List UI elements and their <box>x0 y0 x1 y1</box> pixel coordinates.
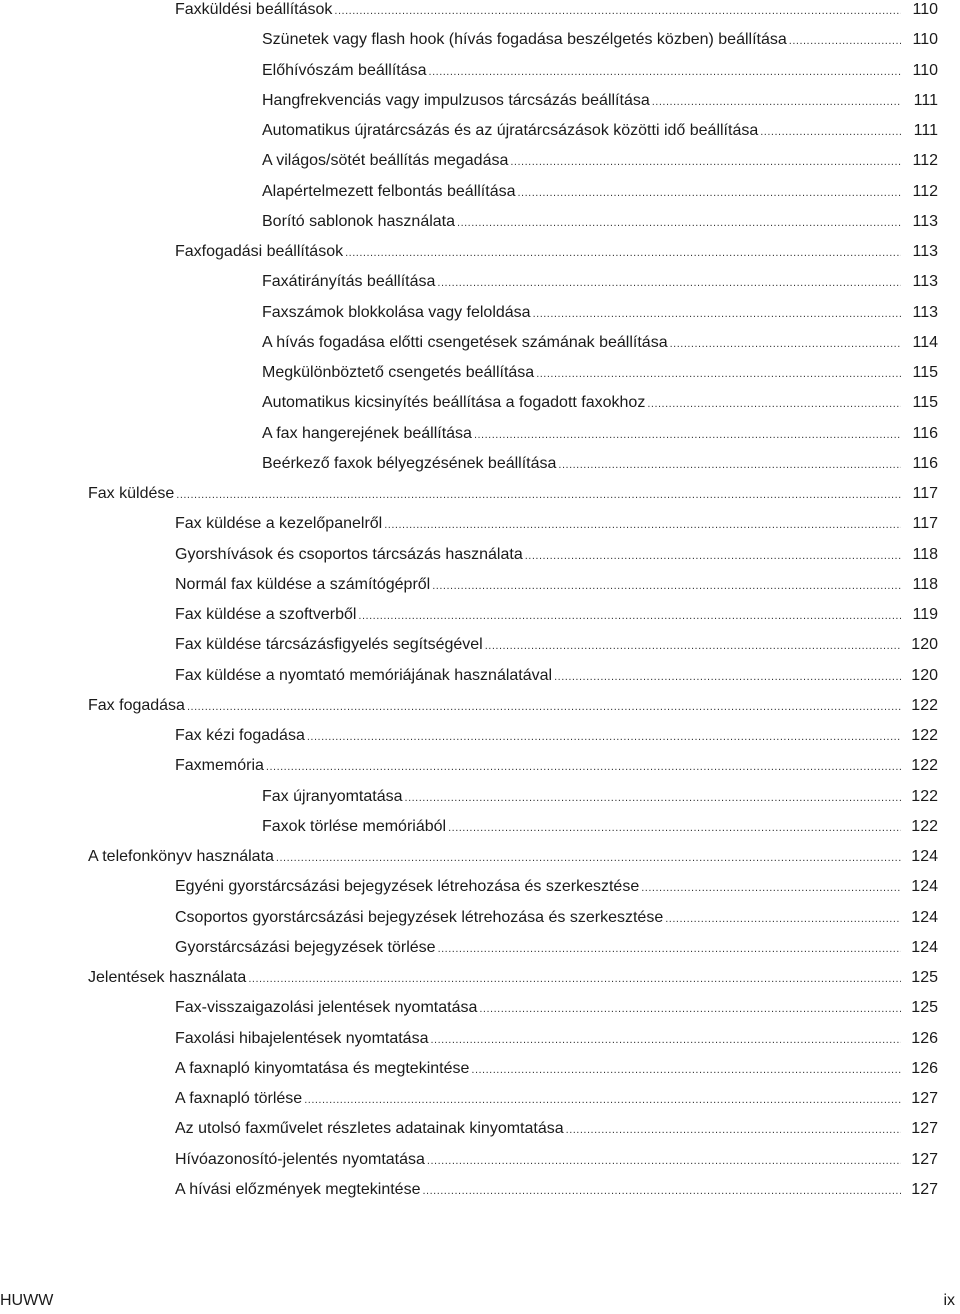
toc-dot-leader <box>789 26 901 56</box>
toc-entry-page-number: 113 <box>912 273 938 291</box>
toc-entry[interactable] <box>0 298 960 328</box>
toc-entry-title: Fax kézi fogadása <box>175 727 305 744</box>
toc-entry[interactable] <box>0 812 960 842</box>
toc-entry[interactable] <box>0 751 960 781</box>
toc-entry-title: Faxolási hibajelentések nyomtatása <box>175 1029 429 1047</box>
toc-entry-title: Szünetek vagy flash hook (hívás fogadása beszélgetés közben) beállítása <box>262 31 787 49</box>
toc-entry-page-number: 120 <box>911 636 938 654</box>
toc-dot-leader <box>554 662 901 692</box>
toc-dot-leader <box>432 571 901 601</box>
toc-entry-page-number: 116 <box>912 454 938 472</box>
toc-entry[interactable] <box>0 1114 960 1144</box>
toc-dot-leader <box>474 420 901 450</box>
toc-dot-leader <box>665 904 901 934</box>
page-footer <box>0 1290 960 1314</box>
toc-entry-page-number: 110 <box>912 1 938 18</box>
toc-entry[interactable] <box>0 388 960 418</box>
toc-entry[interactable] <box>0 691 960 721</box>
toc-dot-leader <box>334 0 901 26</box>
toc-entry-title: A hívási előzmények megtekintése <box>175 1180 421 1198</box>
toc-entry-page-number: 113 <box>912 212 938 230</box>
toc-entry-title: Borító sablonok használata <box>262 212 456 230</box>
toc-entry-title: A telefonkönyv használata <box>88 848 274 865</box>
toc-entry[interactable] <box>0 1145 960 1175</box>
toc-entry-title: A világos/sötét beállítás megadása <box>262 152 509 170</box>
toc-entry-title: Gyorshívások és csoportos tárcsázás használata <box>175 545 523 563</box>
toc-entry-page-number: 127 <box>911 1090 938 1107</box>
toc-entry-title: Fax küldése a szoftverből <box>175 606 357 623</box>
toc-dot-leader <box>471 1055 901 1085</box>
toc-dot-leader <box>536 359 901 389</box>
toc-entry-title: Alapértelmezett felbontás beállítása <box>262 182 516 200</box>
toc-entry-page-number: 116 <box>912 424 938 442</box>
toc-dot-leader <box>517 178 901 208</box>
footer-brand-label: HUWW <box>0 1292 54 1309</box>
toc-entry-title: Előhívószám beállítása <box>262 61 427 79</box>
toc-dot-leader <box>558 450 901 480</box>
toc-dot-leader <box>276 843 901 873</box>
toc-dot-leader <box>670 329 901 359</box>
toc-entry[interactable] <box>0 933 960 963</box>
toc-entry-title: Faxszámok blokkolása vagy feloldása <box>262 303 531 321</box>
toc-entry-page-number: 110 <box>912 61 938 79</box>
toc-entry-title: Automatikus kicsinyítés beállítása a fogadott faxokhoz <box>262 394 646 412</box>
toc-dot-leader <box>566 1115 901 1145</box>
toc-entry[interactable] <box>0 630 960 660</box>
toc-entry[interactable] <box>0 56 960 86</box>
toc-entry[interactable] <box>0 1024 960 1054</box>
toc-dot-leader <box>384 510 901 540</box>
toc-entry-page-number: 110 <box>912 31 938 49</box>
footer-page-number: ix <box>943 1292 955 1309</box>
toc-entry-page-number: 111 <box>913 122 938 139</box>
toc-entry[interactable] <box>0 1054 960 1084</box>
toc-entry-title: Egyéni gyorstárcsázási bejegyzések létrehozása és szerkesztése <box>175 878 640 896</box>
toc-dot-leader <box>760 117 901 147</box>
toc-entry[interactable] <box>0 419 960 449</box>
toc-entry-page-number: 124 <box>911 908 938 926</box>
toc-entry-title: Fax-visszaigazolási jelentések nyomtatása <box>175 999 478 1017</box>
toc-entry-page-number: 124 <box>911 938 938 956</box>
toc-entry-title: Fax küldése a kezelőpanelről <box>175 515 383 533</box>
toc-dot-leader <box>438 934 901 964</box>
toc-entry[interactable] <box>0 903 960 933</box>
toc-entry[interactable] <box>0 237 960 267</box>
toc-entry-title: Jelentések használata <box>88 969 247 986</box>
toc-dot-leader <box>187 692 901 722</box>
toc-entry-page-number: 127 <box>911 1180 938 1198</box>
toc-entry-page-number: 125 <box>911 999 938 1017</box>
toc-entry-page-number: 114 <box>912 333 938 351</box>
toc-entry[interactable] <box>0 842 960 872</box>
toc-entry[interactable] <box>0 116 960 146</box>
toc-entry-page-number: 113 <box>912 243 938 260</box>
toc-entry[interactable] <box>0 207 960 237</box>
toc-entry-page-number: 113 <box>912 303 938 321</box>
toc-entry-page-number: 117 <box>912 485 938 502</box>
toc-dot-leader <box>176 480 901 510</box>
toc-dot-leader <box>448 813 901 843</box>
toc-entry-title: Faxátirányítás beállítása <box>262 273 436 291</box>
toc-entry-page-number: 127 <box>911 1150 938 1168</box>
toc-entry-page-number: 112 <box>912 152 938 170</box>
toc-entry-page-number: 127 <box>911 1120 938 1138</box>
toc-entry-title: A fax hangerejének beállítása <box>262 424 472 442</box>
toc-entry[interactable] <box>0 25 960 55</box>
toc-entry-title: A faxnapló törlése <box>175 1090 303 1107</box>
toc-entry-title: Fax küldése tárcsázásfigyelés segítségével <box>175 636 483 654</box>
toc-dot-leader <box>485 631 901 661</box>
toc-dot-leader <box>429 57 901 87</box>
toc-entry[interactable] <box>0 570 960 600</box>
toc-dot-leader <box>345 238 901 268</box>
toc-dot-leader <box>422 1176 901 1206</box>
toc-entry-page-number: 122 <box>911 787 938 805</box>
toc-dot-leader <box>533 299 901 329</box>
toc-dot-leader <box>266 752 901 782</box>
toc-entry-page-number: 112 <box>912 182 938 200</box>
toc-entry-title: Csoportos gyorstárcsázási bejegyzések létrehozása és szerkesztése <box>175 908 664 926</box>
toc-entry[interactable] <box>0 1175 960 1205</box>
toc-entry-title: Gyorstárcsázási bejegyzések törlése <box>175 938 436 956</box>
toc-dot-leader <box>437 268 901 298</box>
toc-entry-title: Fax fogadása <box>88 696 185 714</box>
toc-entry[interactable] <box>0 963 960 993</box>
toc-entry-page-number: 120 <box>911 666 938 684</box>
toc-entry[interactable] <box>0 600 960 630</box>
toc-entry[interactable] <box>0 177 960 207</box>
toc-entry-title: Az utolsó faxművelet részletes adatainak kinyomtatása <box>175 1120 564 1138</box>
toc-entry-title: Fax küldése a nyomtató memóriájának használatával <box>175 666 553 684</box>
toc-entry-page-number: 111 <box>913 91 938 109</box>
toc-dot-leader <box>358 601 901 631</box>
toc-entry-title: Faxmemória <box>175 757 264 775</box>
toc-entry-page-number: 118 <box>912 575 938 593</box>
toc-dot-leader <box>510 147 901 177</box>
toc-entry-page-number: 122 <box>911 817 938 835</box>
toc-entry-page-number: 115 <box>912 394 938 412</box>
toc-entry[interactable] <box>0 782 960 812</box>
toc-entry-page-number: 124 <box>911 878 938 896</box>
toc-dot-leader <box>304 1085 901 1115</box>
toc-entry-page-number: 125 <box>911 969 938 986</box>
toc-dot-leader <box>457 208 901 238</box>
toc-entry[interactable] <box>0 0 960 25</box>
toc-entry[interactable] <box>0 328 960 358</box>
toc-entry[interactable] <box>0 540 960 570</box>
toc-entry-page-number: 115 <box>912 364 938 381</box>
toc-entry[interactable] <box>0 993 960 1023</box>
toc-entry[interactable] <box>0 872 960 902</box>
toc-entry-title: A hívás fogadása előtti csengetések számának beállítása <box>262 333 668 351</box>
toc-entry-title: Hívóazonosító-jelentés nyomtatása <box>175 1150 425 1168</box>
toc-entry-title: A faxnapló kinyomtatása és megtekintése <box>175 1059 470 1077</box>
toc-entry-title: Beérkező faxok bélyegzésének beállítása <box>262 454 557 472</box>
toc-entry[interactable] <box>0 721 960 751</box>
toc-entry-page-number: 126 <box>911 1029 938 1047</box>
toc-entry-title: Faxfogadási beállítások <box>175 243 344 260</box>
toc-dot-leader <box>248 964 901 994</box>
toc-entry-title: Hangfrekvenciás vagy impulzusos tárcsázás beállítása <box>262 91 650 109</box>
toc-entry-title: Faxok törlése memóriából <box>262 817 447 835</box>
toc-entry-page-number: 122 <box>911 696 938 714</box>
toc-entry[interactable] <box>0 267 960 297</box>
toc-dot-leader <box>405 783 901 813</box>
toc-dot-leader <box>652 87 901 117</box>
toc-entry-page-number: 119 <box>912 606 938 623</box>
toc-entry[interactable] <box>0 509 960 539</box>
toc-dot-leader <box>525 541 901 571</box>
toc-entry[interactable] <box>0 86 960 116</box>
toc-entry-page-number: 122 <box>911 727 938 744</box>
toc-dot-leader <box>430 1025 901 1055</box>
toc-entry-title: Fax újranyomtatása <box>262 787 403 805</box>
toc-dot-leader <box>479 994 901 1024</box>
toc-entry[interactable] <box>0 146 960 176</box>
toc-dot-leader <box>647 389 901 419</box>
toc-entry-page-number: 126 <box>911 1059 938 1077</box>
toc-entry-title: Automatikus újratárcsázás és az újratárcsázások közötti idő beállítása <box>262 122 759 139</box>
toc-dot-leader <box>307 722 901 752</box>
toc-entry-page-number: 117 <box>912 515 938 533</box>
toc-dot-leader <box>427 1146 901 1176</box>
toc-entry[interactable] <box>0 358 960 388</box>
toc-dot-leader <box>641 873 901 903</box>
toc-entry-page-number: 124 <box>911 848 938 865</box>
toc-entry-title: Normál fax küldése a számítógépről <box>175 575 431 593</box>
toc-entry[interactable] <box>0 479 960 509</box>
toc-entry[interactable] <box>0 1084 960 1114</box>
toc-entry-title: Megkülönböztető csengetés beállítása <box>262 364 535 381</box>
toc-entry-title: Faxküldési beállítások <box>175 1 333 18</box>
toc-entry-title: Fax küldése <box>88 485 175 502</box>
toc-entry[interactable] <box>0 661 960 691</box>
toc-entry-page-number: 122 <box>911 757 938 775</box>
toc-entry-page-number: 118 <box>912 545 938 563</box>
toc-entry[interactable] <box>0 449 960 479</box>
